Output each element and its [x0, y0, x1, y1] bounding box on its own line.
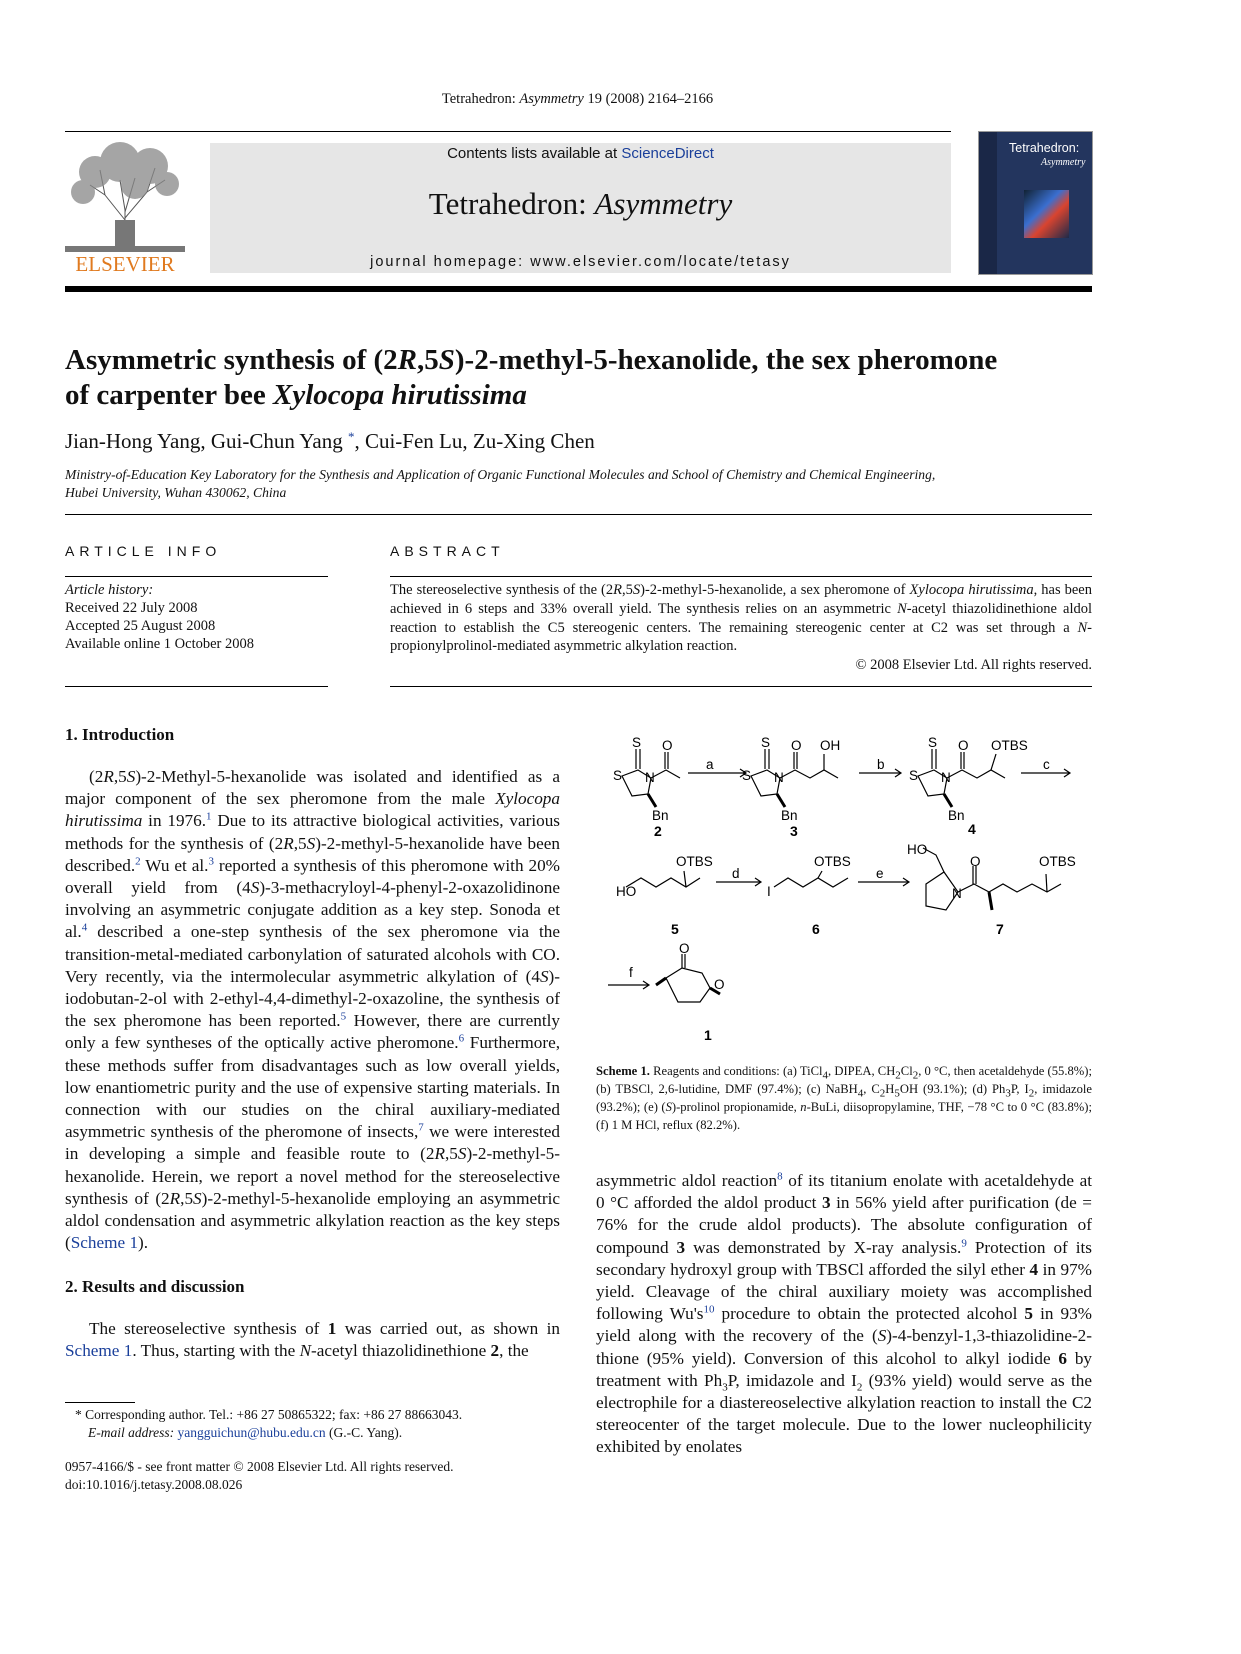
compound-5-label: 5	[671, 921, 679, 937]
label-e: e	[876, 866, 884, 881]
compound-3-label: 3	[790, 823, 798, 839]
journal-banner	[210, 143, 951, 273]
elsevier-tree-icon	[65, 140, 185, 252]
article-info-bottom-rule	[65, 686, 328, 687]
article-info-rule	[65, 576, 328, 577]
atom-Bn-2: Bn	[652, 808, 669, 823]
atom-N-3: N	[774, 770, 784, 785]
atom-OTBS-4: OTBS	[991, 738, 1028, 753]
atom-O-1a: O	[679, 941, 690, 956]
atom-O-4: O	[958, 738, 969, 753]
atom-N-2: N	[645, 770, 655, 785]
atom-O-1b: O	[714, 977, 725, 992]
abstract-bottom-rule	[390, 686, 1092, 687]
atom-O-2: O	[662, 738, 673, 753]
abstract-body: The stereoselective synthesis of the (2R,5S)-2-methyl-5-hexanolide, a sex pheromone of Xylocopa hirutissima, has been achieved in 6 steps and 33% overall yield. The synthesis relies on an asymmetric N-acetyl thiazolidinethione aldol reaction to establish the C5 stereogenic centers. The remaining stereogenic center at C2 was set through a N-propionylprolinol-mediated asymmetric alkylation reaction. © 2008 Elsevier Ltd. All rights reserved.	[390, 582, 1092, 674]
atom-OTBS-5: OTBS	[676, 854, 713, 869]
authors: Jian-Hong Yang, Gui-Chun Yang *, Cui-Fen Lu, Zu-Xing Chen	[65, 429, 595, 453]
results-body: The stereoselective synthesis of 1 was carried out, as shown in Scheme 1. Thus, starting with the N-acetyl thiazolidinethione 2, the	[65, 1319, 560, 1361]
scheme-caption: Scheme 1. Reagents and conditions: (a) TiCl$_4$, DIPEA, $CH_2Cl_2$, 0 °C, then acetaldehyde (55.8%); (b) TBSCl, 2,6-lutidine, DMF (97.4%); (c) NaBH$_4$, $C_2H_5OH$ (93.1%); (d) $Ph_3P$, $I_2$, imidazole (93.2%); (e) (S)-prolinol propionamide, n-BuLi, diisopropylamine, THF, −78 °C to 0 °C (83.8%); (f) 1 M HCl, reflux (82.2%).	[596, 1064, 1092, 1132]
compound-7-label: 7	[996, 921, 1004, 937]
front-matter: 0957-4166/$ - see front matter © 2008 Elsevier Ltd. All rights reserved. doi:10.1016/j.tetasy.2008.08.026	[65, 1459, 454, 1492]
abstract-heading: ABSTRACT	[390, 543, 505, 559]
atom-N-4: N	[941, 770, 951, 785]
title-line-2: of carpenter bee Xylocopa hirutissima	[65, 379, 527, 411]
article-history: Article history: Received 22 July 2008 Accepted 25 August 2008 Available online 1 October 2008	[65, 582, 254, 652]
results-heading: 2. Results and discussion	[65, 1277, 245, 1296]
title-line-1: Asymmetric synthesis of (2R,5S)-2-methyl-5-hexanolide, the sex pheromone	[65, 344, 998, 376]
journal-homepage[interactable]: journal homepage: www.elsevier.com/locate/tetasy	[370, 254, 791, 270]
atom-S-2a: S	[632, 735, 642, 750]
email-link[interactable]: yangguichun@hubu.edu.cn	[177, 1424, 326, 1440]
abstract-copyright: © 2008 Elsevier Ltd. All rights reserved.	[855, 657, 1092, 674]
atom-S-4b: S	[909, 768, 919, 783]
header-thick-rule	[65, 286, 1092, 292]
label-a: a	[706, 757, 714, 772]
atom-S-4a: S	[928, 735, 938, 750]
atom-OTBS-7: OTBS	[1039, 854, 1076, 869]
atom-O-3: O	[791, 738, 802, 753]
atom-S-3a: S	[761, 735, 771, 750]
compound-6-label: 6	[812, 921, 820, 937]
footnote-rule	[65, 1402, 135, 1403]
journal-reference: Tetrahedron: Asymmetry 19 (2008) 2164–2166	[441, 91, 714, 107]
results-body-continued: asymmetric aldol reaction$^8$ of its titanium enolate with acetaldehyde at 0 °C afforded the aldol product 3 in 56% yield after purification (de = 76% for the crude aldol products). The absolute configuration of compound 3 was demonstrated by X-ray analysis.$^9$ Protection of its secondary hydroxyl group with TBSCl afforded the silyl ether 4 in 97% yield. Cleavage of the chiral auxiliary moiety was accomplished following $Wu's^{10}$ procedure to obtain the protected alcohol 5 in 93% yield along with the recovery of the (S)-4-benzyl-1,3-thiazolidine-2-thione (95% yield). Conversion of this alcohol to alkyl iodide 6 by treatment with $Ph_3P$, imidazole and $I_2$ (93% yield) would serve as the electrophile for a diastereoselective alkylation reaction to install the C2 stereocenter of the target molecule. Due to the lower nucleophilicity exhibited by enolates	[596, 1170, 1093, 1457]
elsevier-logo	[65, 140, 185, 275]
label-d: d	[732, 866, 740, 881]
atom-HO-7: HO	[907, 842, 928, 857]
affiliation: Ministry-of-Education Key Laboratory for the Synthesis and Application of Organic Functional Molecules and School of Chemistry and Chemical Engineering, Hubei University, Wuhan 430062, China	[65, 467, 936, 500]
compound-2-label: 2	[654, 823, 662, 839]
intro-heading: 1. Introduction	[65, 725, 175, 744]
intro-body: (2R,5S)-2-Methyl-5-hexanolide was isolated and identified as a major component of the sex pheromone from the male Xylocopa hirutissima in 1976.$^1$ Due to its attractive biological activities, various methods for the synthesis of (2R,5S)-2-methyl-5-hexanolide have been described.$^2$ Wu et al.$^3$ reported a synthesis of this pheromone with 20% overall yield from (4S)-3-methacryloyl-4-phenyl-2-oxazolidinone involving an asymmetric conjugate addition as a key step. Sonoda et al.$^4$ described a one-step synthesis of the sex pheromone via the transition-metal-mediated carbonylation of saturated alcohols with CO. Very recently, via the intermolecular asymmetric alkylation of (4S)-iodobutan-2-ol with 2-ethyl-4,4-dimethyl-2-oxazoline, the synthesis of the sex pheromone has been reported.$^5$ However, there are currently only a few syntheses of the optically active pheromone.$^6$ Furthermore, these methods suffer from disadvantages such as low overall yields, low enantiometric purity and the use of expensive starting materials. In connection with our studies on the chiral auxiliary-mediated asymmetric synthesis of the pheromone of insects,$^7$ we were interested in developing a simple and feasible route to (2R,5S)-2-methyl-5-hexanolide. Herein, we report a novel method for the stereoselective synthesis of (2R,5S)-2-methyl-5-hexanolide employing an asymmetric aldol condensation and asymmetric alkylation reaction as the key steps (Scheme 1).	[65, 767, 561, 1253]
atom-S-2b: S	[613, 768, 623, 783]
cover-subtitle: Asymmetry	[1041, 157, 1086, 168]
atom-OH-3: OH	[820, 738, 841, 753]
journal-cover	[978, 131, 1093, 275]
article-info-heading: ARTICLE INFO	[65, 543, 222, 559]
header-top-rule	[65, 131, 951, 132]
cover-title: Tetrahedron:	[1009, 141, 1080, 155]
atom-I-6: I	[767, 884, 771, 899]
compound-1-label: 1	[704, 1027, 712, 1043]
atom-Bn-4: Bn	[948, 808, 965, 823]
journal-name: Tetrahedron: Asymmetry	[428, 186, 733, 221]
compound-4-label: 4	[968, 821, 976, 837]
affiliation-rule	[65, 514, 1092, 515]
label-c: c	[1043, 757, 1050, 772]
atom-N-7: N	[952, 886, 962, 901]
scheme-1	[596, 732, 1092, 1062]
abstract-rule	[390, 576, 1092, 577]
atom-OTBS-6: OTBS	[814, 854, 851, 869]
elsevier-wordmark: ELSEVIER	[75, 252, 175, 276]
atom-O-7: O	[970, 854, 981, 869]
cover-spine	[979, 132, 997, 274]
contents-line: Contents lists available at ScienceDirect	[447, 145, 714, 162]
label-b: b	[877, 757, 885, 772]
atom-HO-5: HO	[616, 884, 637, 899]
sciencedirect-link[interactable]: ScienceDirect	[621, 145, 714, 162]
cover-image	[1024, 190, 1069, 238]
footnote: * Corresponding author. Tel.: +86 27 50865322; fax: +86 27 88663043. E-mail address: yangguichun@hubu.edu.cn (G.-C. Yang).	[75, 1407, 463, 1440]
article-title	[65, 343, 1095, 413]
atom-S-3b: S	[742, 768, 752, 783]
atom-Bn-3: Bn	[781, 808, 798, 823]
label-f: f	[629, 965, 633, 980]
